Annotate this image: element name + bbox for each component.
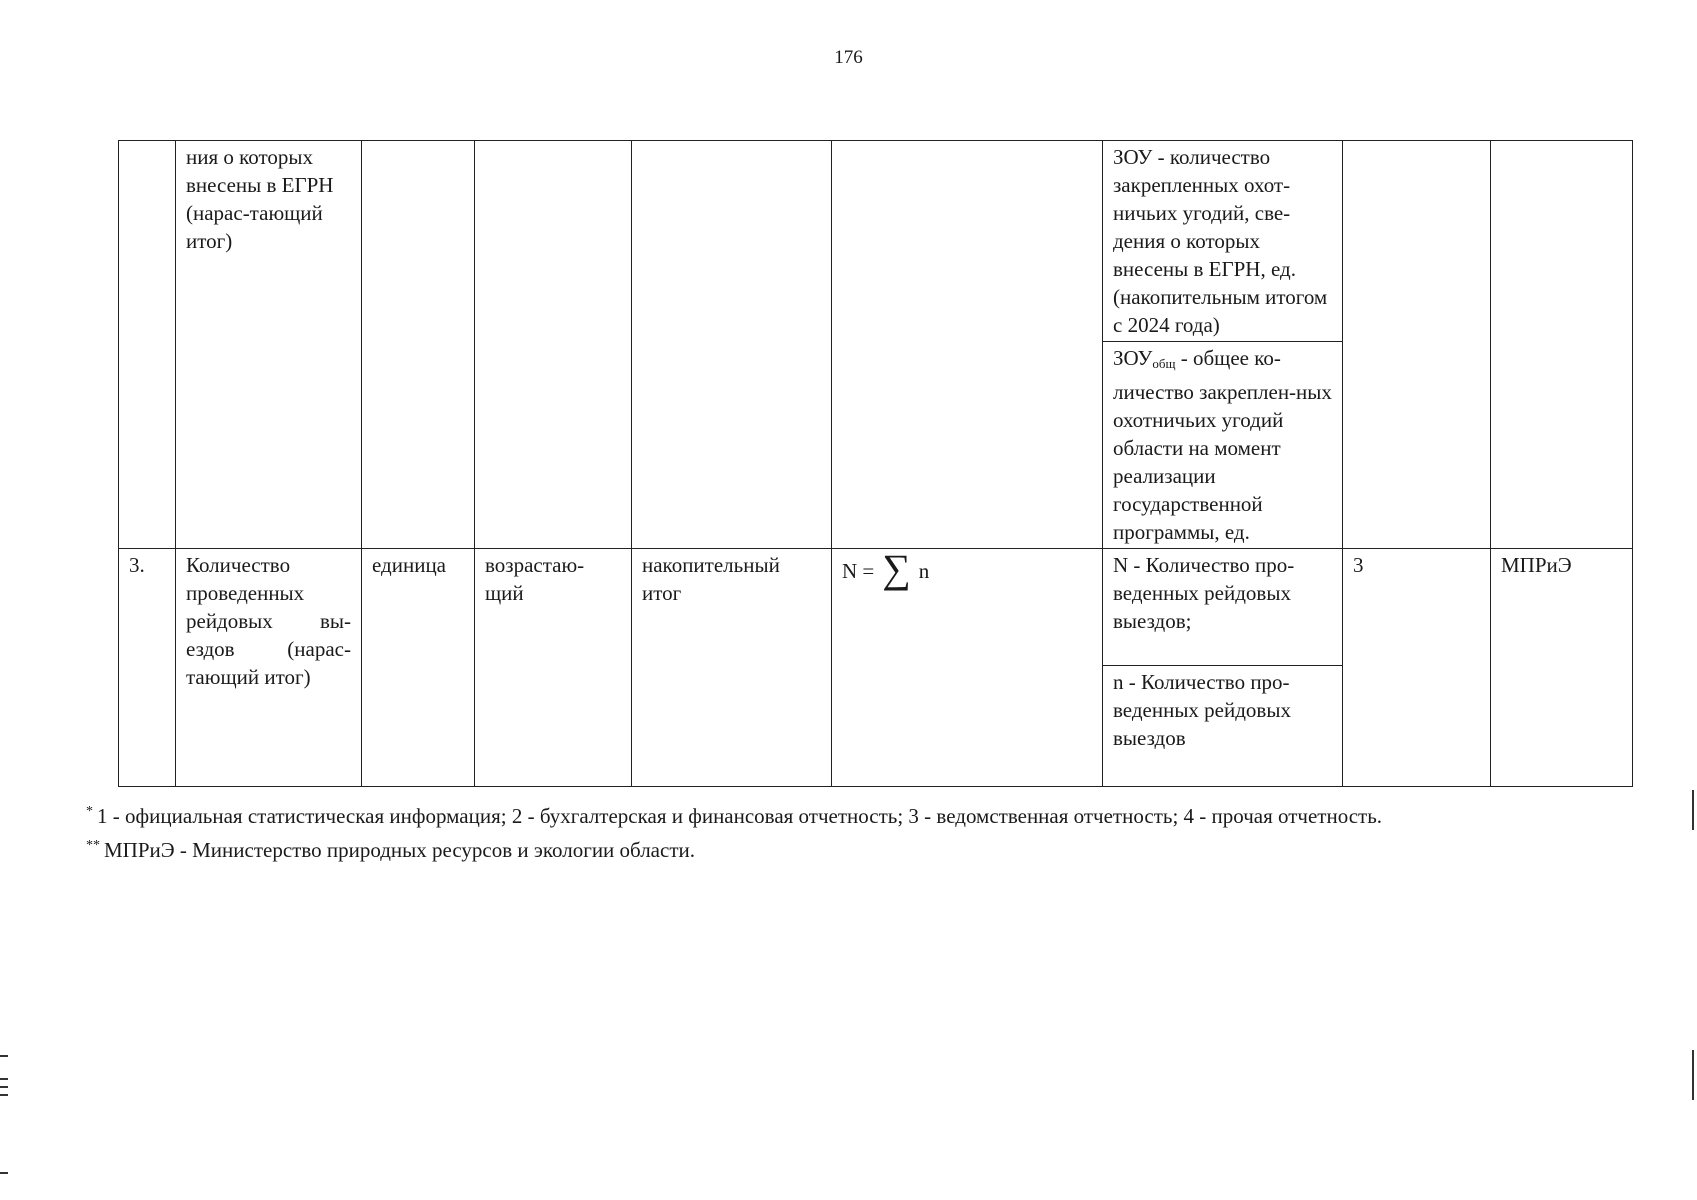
sigma-symbol: ∑ — [882, 546, 911, 591]
footnote: ** МПРиЭ - Министерство природных ресурсов и экологии области. — [86, 838, 695, 862]
cell-responsible: МПРиЭ — [1491, 549, 1633, 787]
cell-variable-description: ЗОУ - количество закрепленных охот-ничьих угодий, све-дения о которых внесены в ЕГРН, ед. (накопительным итогом с 2024 года) — [1103, 141, 1343, 342]
scan-edge-mark — [1692, 1050, 1694, 1100]
cell-unit — [362, 141, 475, 549]
cell-unit: единица — [362, 549, 475, 787]
scan-edge-mark — [0, 1078, 8, 1080]
cell-trend: возрастаю-щий — [475, 549, 632, 787]
table-row — [119, 549, 1633, 666]
scan-edge-mark — [0, 1172, 8, 1174]
scan-edge-mark — [0, 1055, 8, 1057]
cell-formula — [832, 546, 1103, 787]
indicators-table — [118, 140, 1633, 787]
cell-trend — [475, 141, 632, 549]
scan-edge-mark — [0, 1094, 8, 1096]
cell-calc-type — [632, 141, 832, 549]
cell-calc-type: накопительный итог — [632, 549, 832, 787]
cell-source: 3 — [1343, 549, 1491, 787]
cell-indicator-name: ния о которых внесены в ЕГРН (нарас-тающий итог) — [176, 141, 362, 549]
footnote-mark: * — [86, 804, 93, 819]
cell-formula — [832, 141, 1103, 549]
cell-variable-description: $ЗОУ_{общ}$ - общее ко-личество закреплен-ных охотничьих угодий области на момент реализации государственной программы, ед. — [1103, 342, 1343, 549]
cell-source — [1343, 141, 1491, 549]
cell-variable-description: N - Количество про-веденных рейдовых выездов; — [1103, 549, 1343, 666]
scan-edge-mark — [0, 1086, 8, 1088]
cell-indicator-name: Количество проведенных рейдовых вы-ездов (нарас-тающий итог) — [176, 549, 362, 787]
footnote-mark: ** — [86, 838, 100, 853]
cell-responsible — [1491, 141, 1633, 549]
cell-variable-description: n - Количество про-веденных рейдовых выездов — [1103, 666, 1343, 787]
table-row — [119, 141, 1633, 342]
page-number: 176 — [834, 47, 863, 68]
sum-formula: N = ∑ n — [842, 546, 930, 591]
footnote: * 1 - официальная статистическая информация; 2 - бухгалтерская и финансовая отчетность; 3 - ведомственная отчетность; 4 - прочая отчетность. — [86, 804, 1383, 828]
footnotes — [86, 797, 1646, 865]
variable-symbol: ЗОУ — [1113, 346, 1153, 370]
cell-number: 3. — [119, 549, 176, 787]
cell-number — [119, 141, 176, 549]
variable-subscript: общ — [1152, 356, 1176, 371]
scan-edge-mark — [1692, 790, 1694, 830]
